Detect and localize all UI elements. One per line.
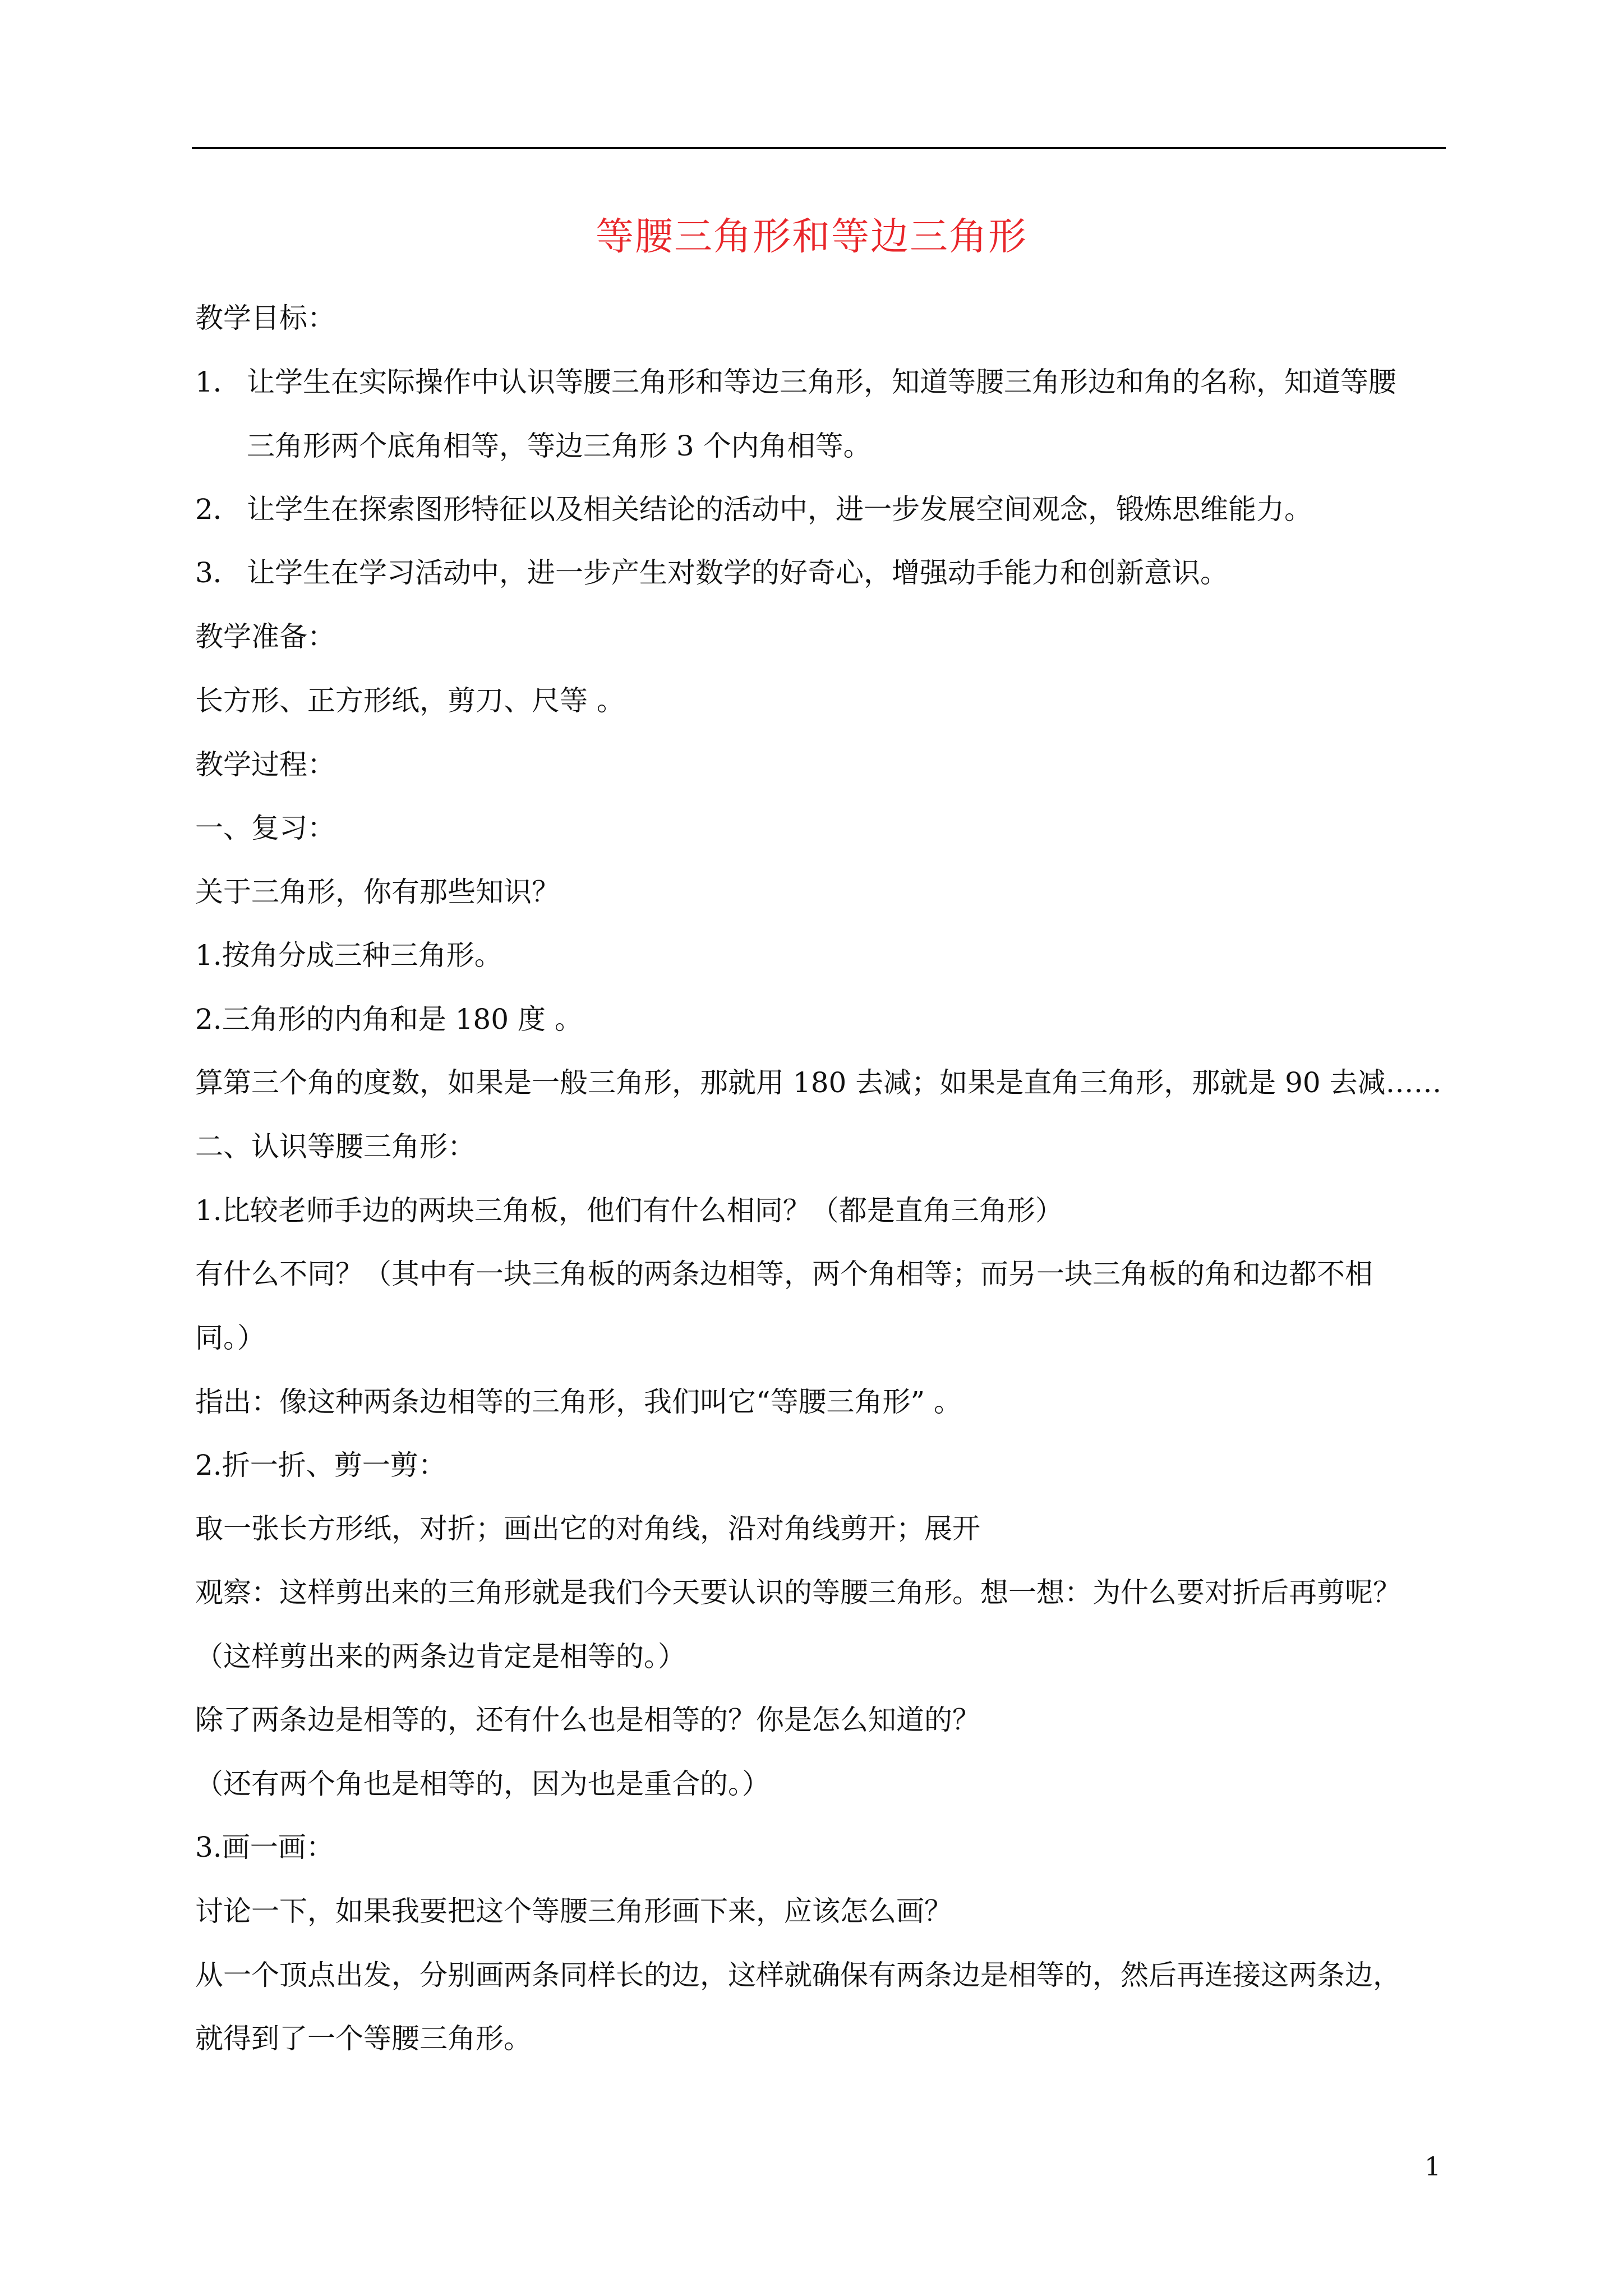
fold-cut-instruction: 取一张长方形纸，对折；画出它的对角线，沿对角线剪开；展开	[195, 1512, 980, 1545]
review-question: 关于三角形，你有那些知识？	[195, 876, 560, 908]
review-point-2: 2.三角形的内角和是 180 度 。	[195, 1003, 583, 1036]
difference-question-line-2: 同。）	[195, 1322, 265, 1354]
fold-cut-heading: 2.折一折、剪一剪：	[195, 1449, 446, 1481]
objective-3	[195, 553, 1228, 592]
review-point-1: 1.按角分成三种三角形。	[195, 939, 502, 972]
objective-number: 3．	[195, 556, 241, 589]
document-title: 等腰三角形和等边三角形	[595, 215, 1027, 259]
prep-text: 长方形、正方形纸，剪刀、尺等 。	[195, 684, 625, 717]
header-rule	[192, 147, 1446, 149]
compare-question: 1.比较老师手边的两块三角板，他们有什么相同？（都是直角三角形）	[195, 1194, 1063, 1227]
definition-point: 指出：像这种两条边相等的三角形，我们叫它“等腰三角形” 。	[195, 1386, 962, 1418]
objective-1-continuation: 三角形两个底角相等，等边三角形 3 个内角相等。	[247, 430, 872, 462]
objective-1	[195, 362, 1396, 402]
process-heading: 教学过程：	[195, 748, 335, 781]
prep-heading: 教学准备：	[195, 620, 335, 653]
draw-heading: 3.画一画：	[195, 1831, 334, 1864]
draw-answer-line-2: 就得到了一个等腰三角形。	[195, 2022, 532, 2055]
draw-answer-line-1: 从一个顶点出发，分别画两条同样长的边，这样就确保有两条边是相等的，然后再连接这两条边，	[195, 1959, 1401, 1991]
review-heading: 一、复习：	[195, 812, 335, 844]
review-point-3: 算第三个角的度数，如果是一般三角形，那就用 180 去减；如果是直角三角形，那就是 90 去减……	[195, 1066, 1442, 1099]
observe-text: 观察：这样剪出来的三角形就是我们今天要认识的等腰三角形。想一想：为什么要对折后再剪呢？	[195, 1576, 1401, 1609]
besides-answer: （还有两个角也是相等的，因为也是重合的。）	[195, 1768, 770, 1800]
objective-number: 2．	[195, 493, 241, 526]
objective-text: 让学生在实际操作中认识等腰三角形和等边三角形，知道等腰三角形边和角的名称，知道等腰	[247, 366, 1396, 398]
difference-question-line-1: 有什么不同？（其中有一块三角板的两条边相等，两个角相等；而另一块三角板的角和边都不相	[195, 1258, 1373, 1290]
draw-question: 讨论一下，如果我要把这个等腰三角形画下来，应该怎么画？	[195, 1895, 952, 1927]
objective-number: 1．	[195, 366, 241, 398]
objective-text: 让学生在学习活动中，进一步产生对数学的好奇心，增强动手能力和创新意识。	[247, 556, 1228, 589]
section-2-heading: 二、认识等腰三角形：	[195, 1130, 476, 1163]
objective-2	[195, 490, 1312, 529]
objectives-heading: 教学目标：	[195, 302, 335, 334]
page-number: 1	[1424, 2151, 1441, 2182]
observe-answer: （这样剪出来的两条边肯定是相等的。）	[195, 1640, 686, 1673]
objective-text: 让学生在探索图形特征以及相关结论的活动中，进一步发展空间观念，锻炼思维能力。	[247, 493, 1312, 526]
besides-question: 除了两条边是相等的，还有什么也是相等的？你是怎么知道的？	[195, 1704, 980, 1736]
